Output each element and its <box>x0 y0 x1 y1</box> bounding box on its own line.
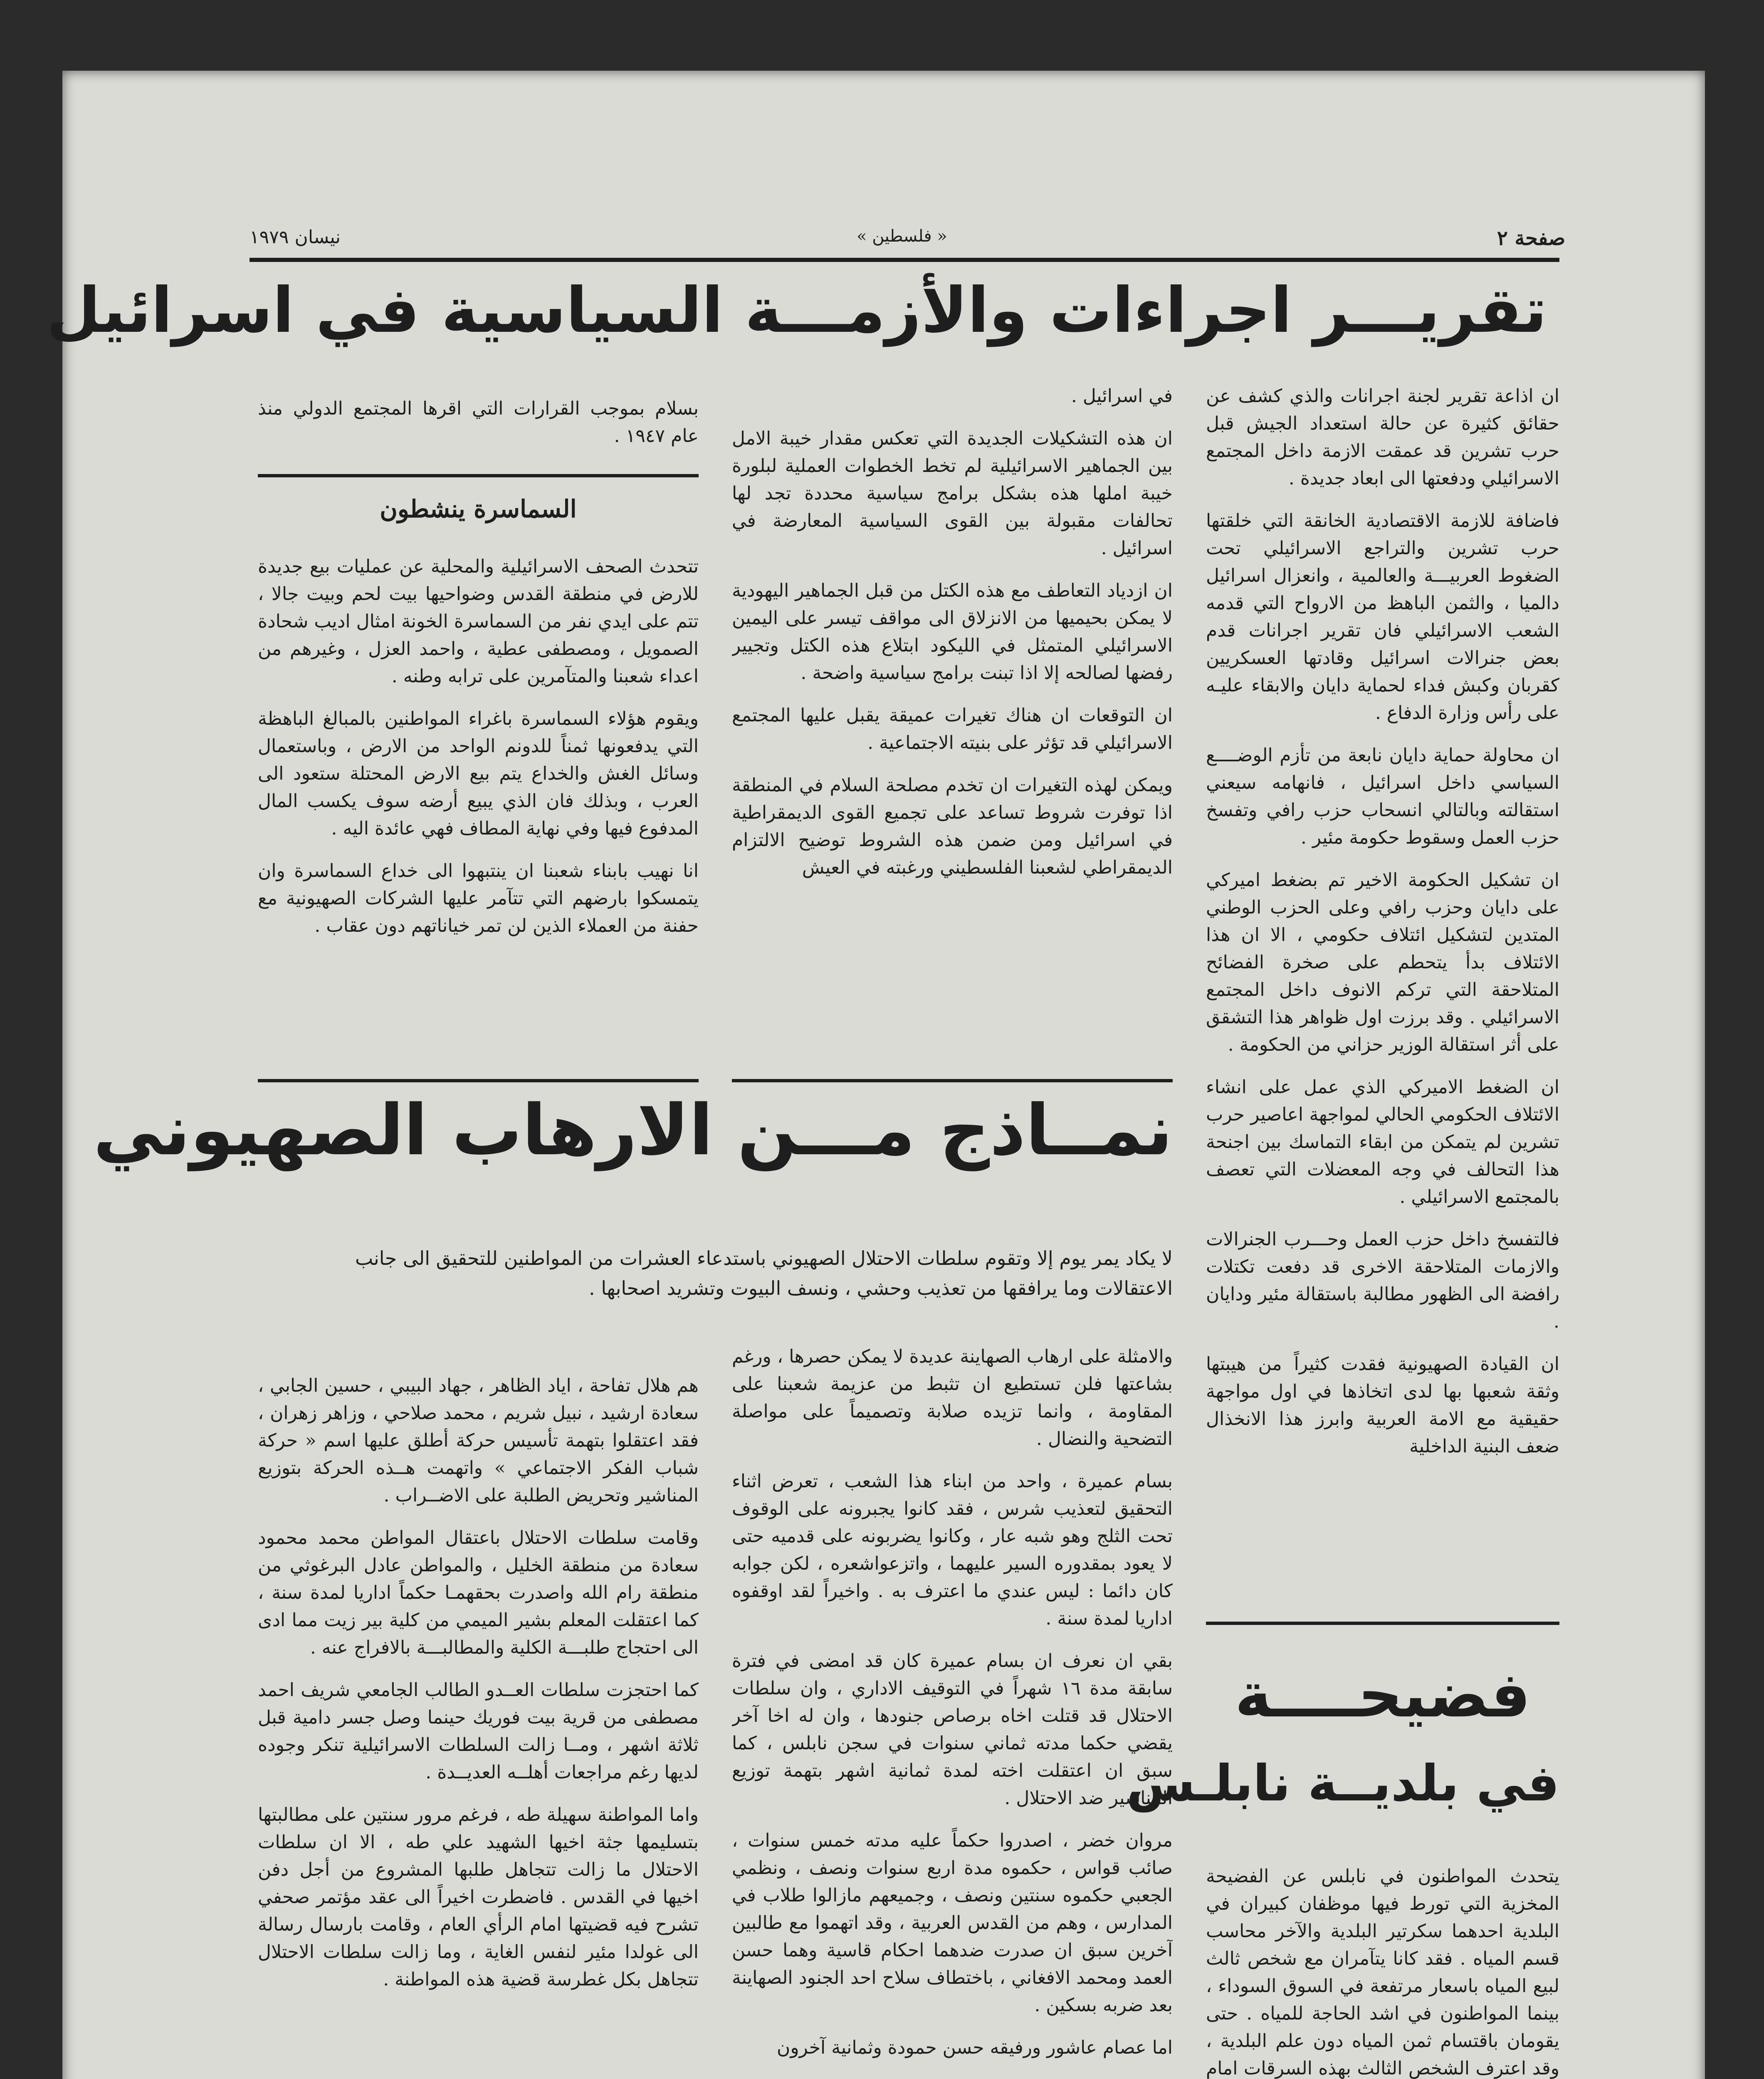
issue-date: نيسان ١٩٧٩ <box>250 227 341 248</box>
column-rule <box>258 474 699 477</box>
report-paragraph: ان تشكيل الحكومة الاخير تم بضغط اميركي على دايان وحزب رافي وعلى الحزب الوطني المتدين لتشكيل ائتلاف حكومي ، الا ان هذا الائتلاف بدأ يتحطم على صخرة الفضائح المتلاحقة التي تركم الانوف داخل المجتمع الاسرائيلي . وقد برزت اول ظواهر هذا التشقق على أثر استقالة الوزير حزاني من الحكومة . <box>1206 869 1559 1055</box>
brokers-paragraph: تتحدث الصحف الاسرائيلية والمحلية عن عمليات بيع جديدة للارض في منطقة القدس وضواحيها بيت لحم وبيت جالا ، تتم على ايدي نفر من السماسرة الخونة امثال اديب شحادة الصمويل ، ومصطفى عطية ، واحمد العزل ، وغيرهم من اعداء شعبنا والمتآمرين على ترابه وطنه . <box>258 556 699 687</box>
brokers-article <box>258 553 699 1073</box>
report-paragraph: بسلام بموجب القرارات التي اقرها المجتمع الدولي منذ عام ١٩٤٧ . <box>258 398 699 447</box>
terror-paragraph: واما المواطنة سهيلة طه ، فرغم مرور سنتين على مطالبتها بتسليمها جثة اخيها الشهيد علي طه ، الا ان سلطات الاحتلال ما زالت تتجاهل طلبها المشروع من أجل دفن اخيها في القدس . فاضطرت اخيراً الى عقد مؤتمر صحفي تشرح فيه قضيتها امام الرأي العام ، وقامت بارسال رسالة الى غولدا مئير لنفس الغاية ، وما زالت سلطات الاحتلال تتجاهل بكل غطرسة قضية هذه المواطنة . <box>258 1804 699 1990</box>
terror-column-left <box>258 1372 699 2079</box>
report-paragraph: ان التوقعات ان هناك تغيرات عميقة يقبل عليها المجتمع الاسرائيلي قد تؤثر على بنيته الاجتماعية . <box>732 705 1173 753</box>
scandal-headline: فضيحــــة <box>1235 1659 1531 1731</box>
main-headline: تقريـــر اجراءات والأزمـــة السياسية في اسرائيل <box>46 274 1547 347</box>
terror-paragraph: والامثلة على ارهاب الصهاينة عديدة لا يمكن حصرها ، ورغم بشاعتها فلن تستطيع ان تثبط من عزيمة شعبنا على المقاومة ، وانما تزيده صلابة وتصميماً على مواصلة التضحية والنضال . <box>732 1346 1173 1449</box>
report-paragraph: ان اذاعة تقرير لجنة اجرانات والذي كشف عن حقائق كثيرة عن حالة استعداد الجيش قبل حرب تشرين قد عمقت الازمة داخل المجتمع الاسرائيلي ودفعتها الى ابعاد جديدة . <box>1206 385 1559 489</box>
scandal-paragraph: يتحدث المواطنون في نابلس عن الفضيحة المخزية التي تورط فيها موظفان كبيران في البلدية احدهما سكرتير البلدية والآخر محاسب قسم المياه . فقد كانا يتآمران مع شخص ثالث لبيع المياه باسعار مرتفعة في السوق السوداء ، بينما المواطنون في اشد الحاجة للمياه . حتى يقومان باقتسام ثمن المياه دون علم البلدية ، وقد اعترف الشخص الثالث بهذه السرقات امام <box>1206 1866 1559 2079</box>
report-paragraph: ان الضغط الاميركي الذي عمل على انشاء الائتلاف الحكومي الحالي لمواجهة اعاصير حرب تشرين لم يتمكن من ابقاء التماسك بين اجنحة هذا التحالف في وجه المعضلات التي تعصف بالمجتمع الاسرائيلي . <box>1206 1077 1559 1207</box>
report-paragraph: فاضافة للازمة الاقتصادية الخانقة التي خلقتها حرب تشرين والتراجع الاسرائيلي تحت الضغوط العربيـــة والعالمية ، وانعزال اسرائيل دالميا ، والثمن الباهظ من الارواح التي قدمه الشعب الاسرائيلي فان تقرير اجرانات قدم بعض جنرالات اسرائيل وقادتها العسكريين كقربان وكبش فداء لحماية دايان والابقاء عليـه على رأس وزارة الدفاع . <box>1206 510 1559 723</box>
report-column-right <box>1206 383 1559 1563</box>
report-paragraph: في اسرائيل . <box>1071 385 1173 407</box>
report-column-middle <box>732 383 1173 1073</box>
terror-paragraph: كما احتجزت سلطات العــدو الطالب الجامعي شريف احمد مصطفى من قرية بيت فوريك حينما وصل جسر دامية قبل ثلاثة اشهر ، ومــا زالت السلطات الاسرائيلية تنكر وجوده لديها رغم مراجعات أهلــه العديــدة . <box>258 1679 699 1783</box>
report-paragraph: ويمكن لهذه التغيرات ان تخدم مصلحة السلام في المنطقة اذا توفرت شروط تساعد على تجميع القوى الديمقراطية في اسرائيل ومن ضمن هذه الشروط توضيح الالتزام الديمقراطي لشعبنا الفلسطيني ورغبته في العيش <box>732 775 1173 878</box>
terror-paragraph: وقامت سلطات الاحتلال باعتقال المواطن محمد محمود سعادة من منطقة الخليل ، والمواطن عادل البرغوثي من منطقة رام الله واصدرت بحقهمـا حكماً اداريا لمدة سنة ، كما اعتقلت المعلم بشير الميمي من كلية بير زيت مما ادى الى احتجاج طلبـــة الكلية والمطالبـــة بالافراج عنه . <box>258 1527 699 1658</box>
report-paragraph: ان محاولة حماية دايان نابعة من تأزم الوضــــع السياسي داخل اسرائيل ، فانهامه سيعني استقالته وبالتالي انسحاب حزب رافي وتفسخ حزب العمل وسقوط حكومة مئير . <box>1206 745 1559 848</box>
brokers-paragraph: انا نهيب بابناء شعبنا ان ينتبهوا الى خداع السماسرة وان يتمسكوا بارضهم التي تتآمر عليها الشركات الصهيونية مع حفنة من العملاء الذين لن تمر خياناتهم دون عقاب . <box>258 860 699 936</box>
terror-paragraph: هم هلال تفاحة ، اياد الظاهر ، جهاد البيبي ، حسين الجابي ، سعادة ارشيد ، نبيل شريم ، محمد صلاحي ، وزاهر زهران ، فقد اعتقلوا بتهمة تأسيس حركة أطلق عليها اسم « حركة شباب الفكر الاجتماعي » واتهمت هــذه الحركة بتوزيع المناشير وتحريض الطلبة على الاضــراب . <box>258 1375 699 1506</box>
report-paragraph: ان القيادة الصهيونية فقدت كثيراً من هيبتها وثقة شعبها بها لدى اتخاذها في اول مواجهة حقيقية مع الامة العربية وابرز هذا الانخذال ضعف البنية الداخلية <box>1206 1353 1559 1457</box>
newspaper-name: « فلسطين » <box>857 227 947 246</box>
brokers-paragraph: ويقوم هؤلاء السماسرة باغراء المواطنين بالمبالغ الباهظة التي يدفعونها ثمناً للدونم الواحد من الارض ، وباستعمال وسائل الغش والخداع يتم بيع الارض المحتلة ستعود الى العرب ، وبذلك فان الذي يبيع أرضه سوف يكسب المال المدفوع فيها وفي نهاية المطاف فهي عائدة اليه . <box>258 708 699 839</box>
column-rule <box>732 1079 1173 1082</box>
report-paragraph: فالتفسخ داخل حزب العمل وحـــرب الجنرالات والازمات المتلاحقة الاخرى قد دفعت تكتلات رافضة الى الظهور مطالبة باستقالة مئير ودايان . <box>1206 1229 1559 1332</box>
page-number: صفحة ٢ <box>1497 227 1566 250</box>
report-paragraph: ان ازدياد التعاطف مع هذه الكتل من قبل الجماهير اليهودية لا يمكن بحيميها من الانزلاق الى مواقف تيسر على اليمين الاسرائيلي المتمثل في الليكود ابتلاع هذه الكتل وتجيير رفضها لصالحه إلا اذا تبنت برامج سياسية واضحة . <box>732 580 1173 684</box>
terror-headline: نمــاذج مـــن الارهاب الصهيوني <box>93 1089 1173 1171</box>
scandal-subheadline: في بلديــة نابلـس <box>1126 1755 1559 1812</box>
terror-column-middle <box>732 1343 1173 2079</box>
column-rule <box>1206 1622 1559 1625</box>
report-paragraph: ان هذه التشكيلات الجديدة التي تعكس مقدار خيبة الامل بين الجماهير الاسرائيلية لم تخط الخطوات العملية لبلورة خيبة املها هذه بشكل برامج سياسية محددة تجد لها تحالفات مقبولة بين القوى السياسية المعارضة في اسرائيل . <box>732 428 1173 559</box>
terror-paragraph: بقي ان نعرف ان بسام عميرة كان قد امضى في فترة سابقة مدة ١٦ شهراً في التوقيف الاداري ، وان سلطات الاحتلال قد قتلت اخاه برصاص جنودها ، وان له اخا آخر يقضي حكما مدته ثماني سنوات في سجن نابلس ، كما سبق ان اعتقلت اخته لمدة ثمانية اشهر بتهمة توزيع المناشير ضد الاحتلال . <box>732 1650 1173 1809</box>
terror-paragraph: اما عصام عاشور ورفيقه حسن حمودة وثمانية آخرون <box>777 2037 1173 2058</box>
terror-paragraph: مروان خضر ، اصدروا حكماً عليه مدته خمس سنوات ، صائب قواس ، حكموه مدة اربع سنوات ونصف ، ونظمي الجعبي حكموه سنتين ونصف ، وجميعهم مازالوا طلاب في المدارس ، وهم من القدس العربية ، وقد اتهموا مع طالبين آخرين سبق ان صدرت ضدهما احكام قاسية وهما حسن العمد ومحمد الافغاني ، باختطاف سلاح احد الجنود الصهاينة بعد ضربه بسكين . <box>732 1830 1173 2016</box>
header-rule <box>250 258 1559 262</box>
terror-paragraph: بسام عميرة ، واحد من ابناء هذا الشعب ، تعرض اثناء التحقيق لتعذيب شرس ، فقد كانوا يجبرونه على الوقوف تحت الثلج وهو شبه عار ، وكانوا يضربونه على قدميه حتى لا يعود بمقدوره السير عليهما ، واتزعواشعره ، لكن جوابه كان دائما : ليس عندي ما اعترف به . واخيراً لقد اوقفوه اداريا لمدة سنة . <box>732 1471 1173 1629</box>
column-rule <box>258 1079 699 1082</box>
brokers-headline: السماسرة ينشطون <box>380 495 577 523</box>
terror-intro: لا يكاد يمر يوم إلا وتقوم سلطات الاحتلال الصهيوني باستدعاء العشرات من المواطنين للتحقيق الى جانب الاعتقالات وما يرافقها من تعذيب وحشي ، ونسف البيوت وتشريد اصحابها . <box>355 1247 1173 1299</box>
scandal-article <box>1206 1863 1559 2079</box>
report-column-left <box>258 395 699 462</box>
